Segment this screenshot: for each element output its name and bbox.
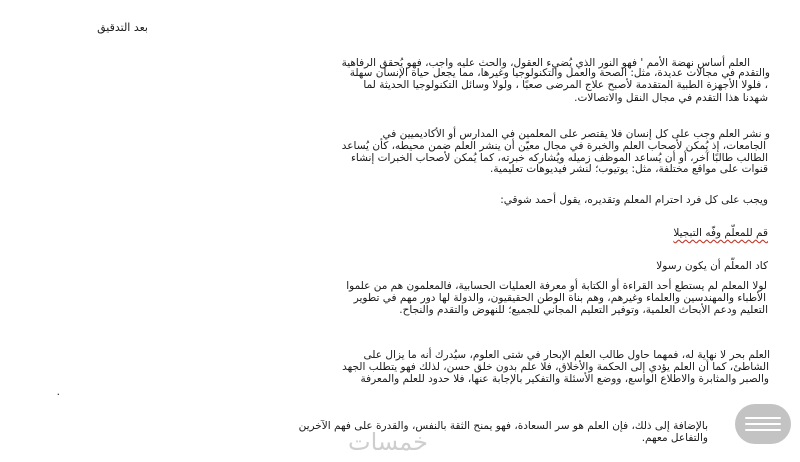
paragraph-4-line-3: والصبر والمثابرة والاطلاع الواسع، ووضع الأسئلة والتفكير بالإجابة عنها، فلا حدود للعلم والمعرفة — [360, 373, 769, 385]
paragraph-1-line-1: العلم أساس نهضة الأمم ' فهو النور الذي يُضيء العقول، والحث عليه واجب، فهو يُحقق الرفاهية — [341, 57, 750, 69]
menu-lines-icon — [745, 417, 781, 419]
menu-line — [745, 429, 781, 431]
paragraph-4-line-1: العلم بحر لا نهاية له، فمهما حاول طالب العلم الإبحار في شتى العلوم، سيُدرك أنه ما يزال على — [363, 349, 770, 361]
paragraph-1-line-3: ، فلولا الأجهزة الطبية المتقدمة لأصبح علاج المرضى صعبًا ، ولولا وسائل التكنولوجيا الحديثة لما — [363, 79, 768, 91]
paragraph-3-line-3: التعليم ودعم الأبحاث العلمية، وتوفير التعليم المجاني للجميع؛ للنهوض والتقدم والنجاح. — [399, 304, 768, 316]
paragraph-1-line-2: والتقدم في مجالات عديدة، مثل: الصحة والعمل والتكنولوجيا وغيرها، مما يجعل حياة الإنسان سهلة — [349, 67, 770, 79]
paragraph-1-line-4: شهدنا هذا التقدم في مجال النقل والاتصالات. — [574, 92, 768, 104]
scroll-menu-button[interactable] — [735, 404, 791, 444]
paragraph-5-line-2: والتفاعل معهم. — [641, 432, 708, 444]
paragraph-3-line-2: الأطباء والمهندسين والعلماء وغيرهم، وهم بناة الوطن الحقيقيون، والدولة لها دور مهم في تطوير — [353, 292, 766, 304]
paragraph-3-line-1: لولا المعلم لم يستطع أحد القراءة أو الكتابة أو معرفة العمليات الحسابية، فالمعلمون هم من علموا — [346, 280, 767, 292]
paragraph-2-line-1: و نشر العلم وجب على كل إنسان فلا يقتصر على المعلمين في المدارس أو الأكاديميين في — [382, 128, 770, 140]
paragraph-2-line-3: الطالب طالبًا آخر، أو أن يُساعد الموظف زميله ويُشاركه خبرته، كما يُمكن لأصحاب الخبرات إنشاء — [350, 152, 768, 164]
paragraph-4-line-4: . — [56, 386, 60, 398]
quote-intro: ويجب على كل فرد احترام المعلم وتقديره، يقول أحمد شوقي: — [500, 194, 768, 206]
poem-line-1: قم للمعلّم وفّه التبجيلا — [673, 227, 768, 239]
menu-line — [745, 423, 781, 425]
watermark-logo: خمسات — [347, 428, 429, 456]
doc-heading: بعد التدقيق — [97, 21, 148, 34]
paragraph-5-line-1: بالإضافة إلى ذلك، فإن العلم هو سر السعادة، فهو يمنح الثقة بالنفس، والقدرة على فهم الآخرين — [298, 420, 708, 432]
paragraph-2-line-2: الجامعات، إذ يُمكن لأصحاب العلم والخبرة في مجال معيّن أن ينشر العلم ضمن محيطه، كأن يُساعد — [341, 140, 766, 152]
poem-line-2: كاد المعلّم أن يكون رسولا — [656, 260, 768, 272]
paragraph-2-line-4: قنوات على مواقع مختلفة، مثل: يوتيوب؛ لنشر فيديوهات تعليمية. — [490, 163, 768, 175]
paragraph-4-line-2: الشاطئ، كما أن العلم يؤدي إلى الحكمة والأخلاق، فلا علم بدون خلق حسن، لذلك فهو يتطلب الجهد — [342, 361, 769, 373]
